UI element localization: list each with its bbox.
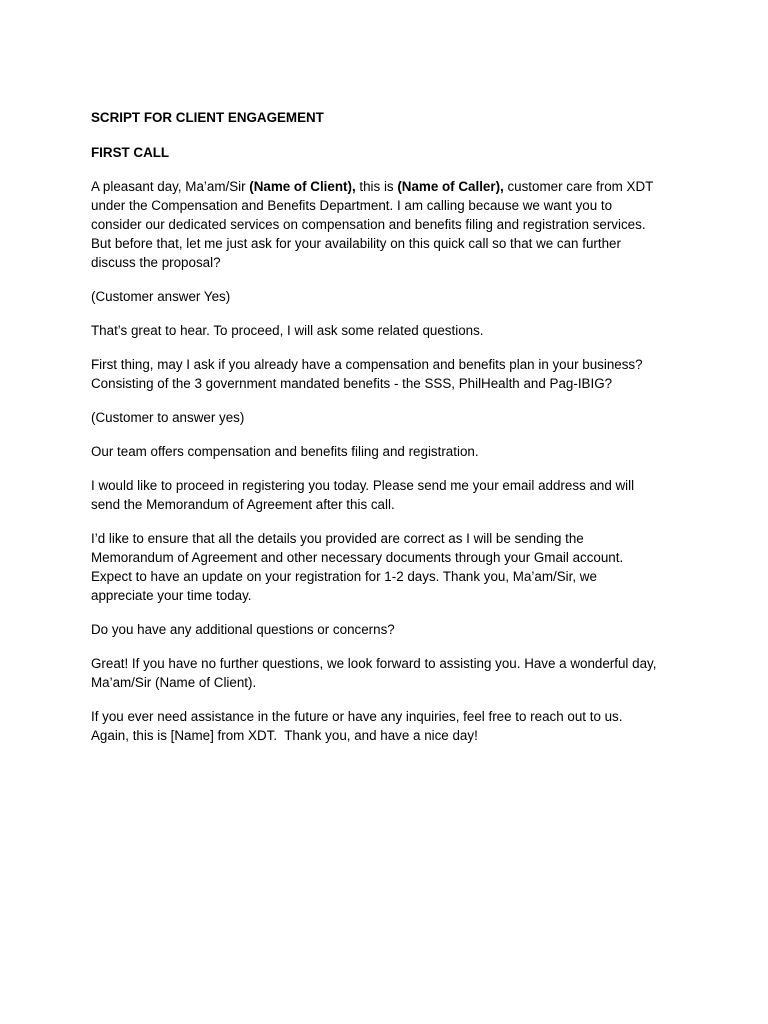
paragraph-ensure-details xyxy=(91,529,691,605)
paragraph-line: Consisting of the 3 government mandated benefits - the SSS, PhilHealth and Pag-IBIG? xyxy=(91,376,613,391)
paragraph-line: consider our dedicated services on compensation and benefits filing and registration services. xyxy=(91,217,646,232)
paragraph-line: Memorandum of Agreement and other necessary documents through your Gmail account. xyxy=(91,550,624,565)
caller-name-placeholder: (Name of Caller), xyxy=(397,179,504,194)
paragraph-first-question xyxy=(91,355,691,393)
paragraph-line: Again, this is [Name] from XDT. Thank you, and have a nice day! xyxy=(91,728,478,743)
paragraph-proceed: That’s great to hear. To proceed, I will ask some related questions. xyxy=(91,323,484,338)
paragraph-closing xyxy=(91,707,691,745)
text-run: A pleasant day, Ma’am/Sir xyxy=(91,179,250,194)
document-title: SCRIPT FOR CLIENT ENGAGEMENT xyxy=(91,110,324,125)
client-name-placeholder: (Name of Client), xyxy=(249,179,356,194)
paragraph-line: send the Memorandum of Agreement after this call. xyxy=(91,497,395,512)
paragraph-line xyxy=(91,177,691,196)
paragraph-team-offers: Our team offers compensation and benefits filing and registration. xyxy=(91,444,479,459)
paragraph-customer-answer-yes: (Customer answer Yes) xyxy=(91,289,231,304)
document-subtitle: FIRST CALL xyxy=(91,145,170,160)
paragraph-line: under the Compensation and Benefits Department. I am calling because we want you to xyxy=(91,198,613,213)
paragraph-line: Great! If you have no further questions, we look forward to assisting you. Have a wonderful day, xyxy=(91,656,657,671)
paragraph-line: First thing, may I ask if you already have a compensation and benefits plan in your business? xyxy=(91,357,643,372)
paragraph-line: If you ever need assistance in the future or have any inquiries, feel free to reach out to us. xyxy=(91,709,623,724)
paragraph-line: appreciate your time today. xyxy=(91,588,252,603)
document-page xyxy=(91,108,691,760)
paragraph-line: I’d like to ensure that all the details you provided are correct as I will be sending the xyxy=(91,531,584,546)
paragraph-great xyxy=(91,654,691,692)
text-run: this is xyxy=(355,179,398,194)
paragraph-customer-to-answer-yes: (Customer to answer yes) xyxy=(91,410,245,425)
paragraph-line: discuss the proposal? xyxy=(91,255,221,270)
paragraph-line: But before that, let me just ask for your availability on this quick call so that we can further xyxy=(91,236,621,251)
text-run: customer care from XDT xyxy=(503,179,654,194)
paragraph-additional-questions: Do you have any additional questions or concerns? xyxy=(91,622,395,637)
paragraph-line: Expect to have an update on your registration for 1-2 days. Thank you, Ma’am/Sir, we xyxy=(91,569,597,584)
paragraph-line: Ma’am/Sir (Name of Client). xyxy=(91,675,257,690)
paragraph-register xyxy=(91,476,691,514)
paragraph-line: I would like to proceed in registering you today. Please send me your email address and will xyxy=(91,478,635,493)
paragraph-greeting xyxy=(91,177,691,272)
